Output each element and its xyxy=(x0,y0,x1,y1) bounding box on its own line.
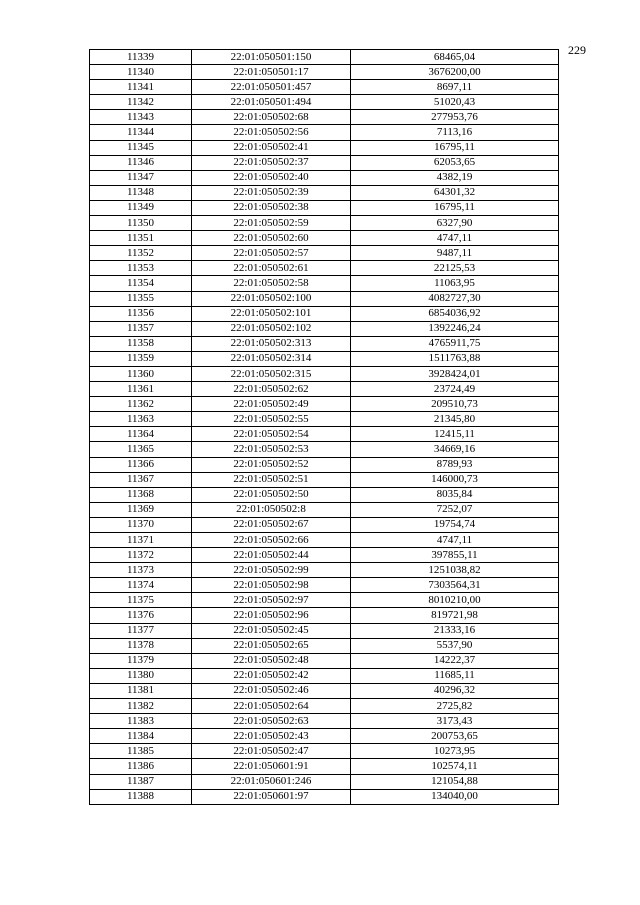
table-row xyxy=(90,593,559,608)
cadastral-value-cell: 200753,65 xyxy=(351,729,559,744)
table-row xyxy=(90,321,559,336)
row-number-cell: 11373 xyxy=(90,563,192,578)
cadastral-number-cell: 22:01:050502:49 xyxy=(192,397,351,412)
cadastral-value-cell: 1251038,82 xyxy=(351,563,559,578)
cadastral-number-cell: 22:01:050502:65 xyxy=(192,638,351,653)
cadastral-number-cell: 22:01:050502:50 xyxy=(192,487,351,502)
cadastral-number-cell: 22:01:050501:494 xyxy=(192,95,351,110)
cadastral-value-cell: 8789,93 xyxy=(351,457,559,472)
cadastral-value-cell: 6854036,92 xyxy=(351,306,559,321)
cadastral-number-cell: 22:01:050502:314 xyxy=(192,351,351,366)
cadastral-value-cell: 16795,11 xyxy=(351,200,559,215)
row-number-cell: 11378 xyxy=(90,638,192,653)
cadastral-value-cell: 1392246,24 xyxy=(351,321,559,336)
row-number-cell: 11349 xyxy=(90,200,192,215)
cadastral-number-cell: 22:01:050601:91 xyxy=(192,759,351,774)
cadastral-number-cell: 22:01:050502:56 xyxy=(192,125,351,140)
row-number-cell: 11370 xyxy=(90,517,192,532)
table-row xyxy=(90,517,559,532)
table-row xyxy=(90,200,559,215)
table-row xyxy=(90,442,559,457)
cadastral-number-cell: 22:01:050502:55 xyxy=(192,412,351,427)
cadastral-value-cell: 7113,16 xyxy=(351,125,559,140)
cadastral-value-cell: 209510,73 xyxy=(351,397,559,412)
table-row xyxy=(90,185,559,200)
cadastral-value-table xyxy=(89,49,559,805)
cadastral-number-cell: 22:01:050502:8 xyxy=(192,502,351,517)
table-row xyxy=(90,351,559,366)
cadastral-number-cell: 22:01:050502:67 xyxy=(192,517,351,532)
row-number-cell: 11348 xyxy=(90,185,192,200)
row-number-cell: 11362 xyxy=(90,397,192,412)
table-row xyxy=(90,65,559,80)
row-number-cell: 11381 xyxy=(90,683,192,698)
row-number-cell: 11350 xyxy=(90,216,192,231)
cadastral-number-cell: 22:01:050502:64 xyxy=(192,699,351,714)
cadastral-value-cell: 64301,32 xyxy=(351,185,559,200)
table-row xyxy=(90,683,559,698)
cadastral-value-cell: 397855,11 xyxy=(351,548,559,563)
cadastral-number-cell: 22:01:050502:39 xyxy=(192,185,351,200)
cadastral-number-cell: 22:01:050502:40 xyxy=(192,170,351,185)
table-row xyxy=(90,216,559,231)
table-row xyxy=(90,140,559,155)
table-row xyxy=(90,306,559,321)
cadastral-value-cell: 9487,11 xyxy=(351,246,559,261)
table-row xyxy=(90,533,559,548)
row-number-cell: 11364 xyxy=(90,427,192,442)
row-number-cell: 11359 xyxy=(90,351,192,366)
row-number-cell: 11372 xyxy=(90,548,192,563)
cadastral-number-cell: 22:01:050502:315 xyxy=(192,366,351,381)
row-number-cell: 11345 xyxy=(90,140,192,155)
cadastral-value-cell: 2725,82 xyxy=(351,699,559,714)
cadastral-number-cell: 22:01:050502:51 xyxy=(192,472,351,487)
table-row xyxy=(90,336,559,351)
cadastral-number-cell: 22:01:050502:61 xyxy=(192,261,351,276)
cadastral-number-cell: 22:01:050502:41 xyxy=(192,140,351,155)
table-row xyxy=(90,759,559,774)
row-number-cell: 11357 xyxy=(90,321,192,336)
cadastral-value-cell: 7303564,31 xyxy=(351,578,559,593)
cadastral-value-cell: 21333,16 xyxy=(351,623,559,638)
cadastral-value-cell: 11685,11 xyxy=(351,668,559,683)
table-body xyxy=(90,50,559,805)
table-row xyxy=(90,155,559,170)
cadastral-number-cell: 22:01:050502:98 xyxy=(192,578,351,593)
cadastral-value-cell: 6327,90 xyxy=(351,216,559,231)
table-row xyxy=(90,457,559,472)
row-number-cell: 11371 xyxy=(90,533,192,548)
cadastral-value-cell: 3676200,00 xyxy=(351,65,559,80)
row-number-cell: 11366 xyxy=(90,457,192,472)
table-row xyxy=(90,95,559,110)
row-number-cell: 11361 xyxy=(90,382,192,397)
row-number-cell: 11383 xyxy=(90,714,192,729)
cadastral-number-cell: 22:01:050502:45 xyxy=(192,623,351,638)
row-number-cell: 11377 xyxy=(90,623,192,638)
table-row xyxy=(90,80,559,95)
table-row xyxy=(90,729,559,744)
cadastral-number-cell: 22:01:050502:52 xyxy=(192,457,351,472)
page-number: 229 xyxy=(568,43,586,57)
table-row xyxy=(90,502,559,517)
table-row xyxy=(90,382,559,397)
table-row xyxy=(90,125,559,140)
cadastral-value-cell: 134040,00 xyxy=(351,789,559,804)
cadastral-number-cell: 22:01:050502:99 xyxy=(192,563,351,578)
row-number-cell: 11375 xyxy=(90,593,192,608)
cadastral-value-cell: 3928424,01 xyxy=(351,366,559,381)
table-row xyxy=(90,110,559,125)
row-number-cell: 11385 xyxy=(90,744,192,759)
table-row xyxy=(90,291,559,306)
row-number-cell: 11355 xyxy=(90,291,192,306)
cadastral-number-cell: 22:01:050502:38 xyxy=(192,200,351,215)
cadastral-number-cell: 22:01:050502:62 xyxy=(192,382,351,397)
cadastral-value-cell: 22125,53 xyxy=(351,261,559,276)
table-row xyxy=(90,472,559,487)
table-row xyxy=(90,261,559,276)
row-number-cell: 11363 xyxy=(90,412,192,427)
row-number-cell: 11380 xyxy=(90,668,192,683)
cadastral-value-cell: 14222,37 xyxy=(351,653,559,668)
row-number-cell: 11387 xyxy=(90,774,192,789)
row-number-cell: 11382 xyxy=(90,699,192,714)
table-row xyxy=(90,276,559,291)
cadastral-value-cell: 40296,32 xyxy=(351,683,559,698)
table-row xyxy=(90,412,559,427)
row-number-cell: 11365 xyxy=(90,442,192,457)
table-row xyxy=(90,548,559,563)
cadastral-value-cell: 4765911,75 xyxy=(351,336,559,351)
cadastral-number-cell: 22:01:050502:100 xyxy=(192,291,351,306)
row-number-cell: 11376 xyxy=(90,608,192,623)
cadastral-number-cell: 22:01:050501:457 xyxy=(192,80,351,95)
cadastral-value-cell: 34669,16 xyxy=(351,442,559,457)
table-row xyxy=(90,668,559,683)
cadastral-value-cell: 4747,11 xyxy=(351,533,559,548)
table-row xyxy=(90,231,559,246)
cadastral-number-cell: 22:01:050502:96 xyxy=(192,608,351,623)
cadastral-value-cell: 277953,76 xyxy=(351,110,559,125)
table-row xyxy=(90,246,559,261)
cadastral-number-cell: 22:01:050502:60 xyxy=(192,231,351,246)
cadastral-number-cell: 22:01:050502:37 xyxy=(192,155,351,170)
row-number-cell: 11369 xyxy=(90,502,192,517)
table-row xyxy=(90,744,559,759)
table-row xyxy=(90,427,559,442)
cadastral-number-cell: 22:01:050502:54 xyxy=(192,427,351,442)
row-number-cell: 11341 xyxy=(90,80,192,95)
table-row xyxy=(90,397,559,412)
cadastral-value-cell: 21345,80 xyxy=(351,412,559,427)
table-row xyxy=(90,789,559,804)
cadastral-number-cell: 22:01:050502:101 xyxy=(192,306,351,321)
cadastral-number-cell: 22:01:050601:246 xyxy=(192,774,351,789)
row-number-cell: 11368 xyxy=(90,487,192,502)
cadastral-number-cell: 22:01:050501:150 xyxy=(192,50,351,65)
cadastral-number-cell: 22:01:050502:58 xyxy=(192,276,351,291)
table-row xyxy=(90,653,559,668)
cadastral-number-cell: 22:01:050601:97 xyxy=(192,789,351,804)
cadastral-number-cell: 22:01:050502:68 xyxy=(192,110,351,125)
cadastral-number-cell: 22:01:050502:48 xyxy=(192,653,351,668)
table-row xyxy=(90,563,559,578)
row-number-cell: 11384 xyxy=(90,729,192,744)
cadastral-value-cell: 7252,07 xyxy=(351,502,559,517)
cadastral-value-cell: 23724,49 xyxy=(351,382,559,397)
row-number-cell: 11388 xyxy=(90,789,192,804)
cadastral-value-cell: 146000,73 xyxy=(351,472,559,487)
cadastral-number-cell: 22:01:050501:17 xyxy=(192,65,351,80)
cadastral-value-cell: 1511763,88 xyxy=(351,351,559,366)
cadastral-value-cell: 3173,43 xyxy=(351,714,559,729)
cadastral-value-cell: 16795,11 xyxy=(351,140,559,155)
row-number-cell: 11347 xyxy=(90,170,192,185)
cadastral-number-cell: 22:01:050502:66 xyxy=(192,533,351,548)
cadastral-number-cell: 22:01:050502:47 xyxy=(192,744,351,759)
row-number-cell: 11346 xyxy=(90,155,192,170)
cadastral-number-cell: 22:01:050502:63 xyxy=(192,714,351,729)
row-number-cell: 11352 xyxy=(90,246,192,261)
cadastral-number-cell: 22:01:050502:59 xyxy=(192,216,351,231)
cadastral-value-cell: 19754,74 xyxy=(351,517,559,532)
cadastral-value-cell: 121054,88 xyxy=(351,774,559,789)
cadastral-value-cell: 12415,11 xyxy=(351,427,559,442)
row-number-cell: 11339 xyxy=(90,50,192,65)
cadastral-number-cell: 22:01:050502:313 xyxy=(192,336,351,351)
table-row xyxy=(90,638,559,653)
cadastral-value-cell: 8010210,00 xyxy=(351,593,559,608)
cadastral-number-cell: 22:01:050502:42 xyxy=(192,668,351,683)
cadastral-value-cell: 8035,84 xyxy=(351,487,559,502)
table-row xyxy=(90,487,559,502)
cadastral-number-cell: 22:01:050502:57 xyxy=(192,246,351,261)
cadastral-value-cell: 819721,98 xyxy=(351,608,559,623)
cadastral-number-cell: 22:01:050502:43 xyxy=(192,729,351,744)
cadastral-value-cell: 4747,11 xyxy=(351,231,559,246)
row-number-cell: 11379 xyxy=(90,653,192,668)
row-number-cell: 11344 xyxy=(90,125,192,140)
row-number-cell: 11356 xyxy=(90,306,192,321)
row-number-cell: 11340 xyxy=(90,65,192,80)
table-row xyxy=(90,50,559,65)
cadastral-value-cell: 8697,11 xyxy=(351,80,559,95)
row-number-cell: 11374 xyxy=(90,578,192,593)
cadastral-number-cell: 22:01:050502:46 xyxy=(192,683,351,698)
cadastral-value-cell: 10273,95 xyxy=(351,744,559,759)
table-row xyxy=(90,623,559,638)
table-row xyxy=(90,714,559,729)
cadastral-value-cell: 5537,90 xyxy=(351,638,559,653)
cadastral-value-cell: 68465,04 xyxy=(351,50,559,65)
row-number-cell: 11354 xyxy=(90,276,192,291)
cadastral-value-cell: 4082727,30 xyxy=(351,291,559,306)
row-number-cell: 11386 xyxy=(90,759,192,774)
cadastral-value-cell: 4382,19 xyxy=(351,170,559,185)
cadastral-value-cell: 102574,11 xyxy=(351,759,559,774)
cadastral-value-cell: 51020,43 xyxy=(351,95,559,110)
row-number-cell: 11343 xyxy=(90,110,192,125)
cadastral-number-cell: 22:01:050502:97 xyxy=(192,593,351,608)
table-row xyxy=(90,366,559,381)
row-number-cell: 11342 xyxy=(90,95,192,110)
table-row xyxy=(90,578,559,593)
table-row xyxy=(90,608,559,623)
table-row xyxy=(90,699,559,714)
cadastral-number-cell: 22:01:050502:53 xyxy=(192,442,351,457)
row-number-cell: 11360 xyxy=(90,366,192,381)
cadastral-number-cell: 22:01:050502:44 xyxy=(192,548,351,563)
row-number-cell: 11351 xyxy=(90,231,192,246)
row-number-cell: 11358 xyxy=(90,336,192,351)
cadastral-number-cell: 22:01:050502:102 xyxy=(192,321,351,336)
table-row xyxy=(90,774,559,789)
cadastral-value-cell: 62053,65 xyxy=(351,155,559,170)
row-number-cell: 11353 xyxy=(90,261,192,276)
cadastral-value-cell: 11063,95 xyxy=(351,276,559,291)
row-number-cell: 11367 xyxy=(90,472,192,487)
table-row xyxy=(90,170,559,185)
